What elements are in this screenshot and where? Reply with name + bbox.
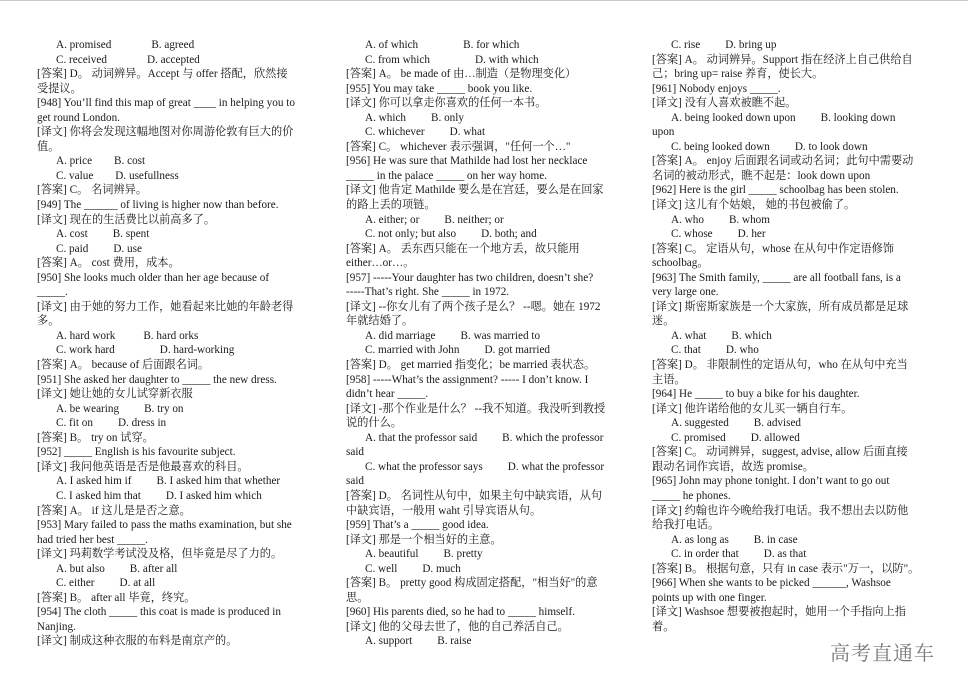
text-line: Nanjing. [37, 620, 76, 633]
option-row [37, 38, 322, 53]
option-choice: C. fit on [56, 417, 93, 430]
option-choice: B. I asked him that whether [156, 475, 281, 488]
option-row [37, 343, 322, 358]
option-row [346, 562, 631, 577]
text-line: upon [652, 126, 675, 139]
option-choice: C. received [56, 53, 107, 66]
text-line: [译文] 你将会发现这幅地图对你周游伦敦有巨大的价 [37, 126, 294, 139]
text-line: [答案] C。 动词辨异，suggest, advise, allow 后面直接 [652, 446, 908, 459]
text-line: [答案] D。 非限制性的定语从句，who 在从句中充当 [652, 359, 908, 372]
text-line: didn’t hear _____. [346, 388, 429, 401]
option-row [346, 213, 631, 228]
option-choice: D. allowed [750, 431, 800, 444]
text-line: 值。 [37, 140, 60, 153]
text-line: [答案] A。 cost 费用，成本。 [37, 257, 180, 270]
text-line: [958] -----What’s the assignment? ----- I don’t know. I [346, 373, 589, 386]
option-row [37, 416, 322, 431]
text-line: [译文] 斯密斯家族是一个大家族，所有成员都是足球 [652, 300, 909, 313]
text-line: _____ in the palace _____ on her way home. [346, 169, 548, 182]
text-line: [答案] A。 动词辨异。Support 指在经济上自己供给自 [652, 53, 913, 66]
text-line: [译文] 没有人喜欢被瞧不起。 [652, 97, 797, 110]
text-line: _____ he phones. [652, 489, 731, 502]
option-choice: A. support [365, 635, 413, 648]
option-row [37, 474, 322, 489]
text-line: 己；bring up= raise 养育，使长大。 [652, 68, 824, 81]
text-line: [译文] 你可以拿走你喜欢的任何一本书。 [346, 97, 547, 110]
text-line: [译文] 现在的生活费比以前高多了。 [37, 213, 216, 226]
option-choice: A. did marriage [365, 329, 436, 342]
option-choice: A. promised [56, 39, 112, 51]
text-line: points up with one finger. [652, 591, 767, 604]
option-choice: D. to look down [794, 140, 868, 153]
option-choice: B. advised [753, 417, 802, 430]
text-line: [964] He _____ to buy a bike for his daughter. [652, 388, 860, 401]
option-choice: A. hard work [56, 329, 116, 342]
text-line: [963] The Smith family, _____ are all football fans, is a [652, 271, 901, 284]
text-line: [951] She asked her daughter to _____ the new dress. [37, 373, 277, 386]
option-choice: D. at all [119, 577, 156, 590]
option-choice: B. agreed [151, 39, 195, 51]
text-line: [译文] 这儿有个姑娘， 她的书包被偷了。 [652, 199, 856, 212]
option-choice: D. usefullness [115, 169, 179, 182]
option-choice: C. rise [671, 39, 701, 51]
option-choice: C. work hard [56, 344, 115, 357]
option-choice: C. I asked him that [56, 489, 141, 502]
text-line: [953] Mary failed to pass the maths examination, but she [37, 519, 292, 532]
text-line: 跟动名词作宾语，故选 promise。 [652, 460, 814, 473]
option-choice: B. for which [463, 39, 520, 51]
option-row [346, 343, 631, 358]
text-line: [译文] 玛莉数学考试没及格，但毕竟是尽了力的。 [37, 548, 283, 561]
text-line: 说的什么。 [346, 417, 402, 430]
option-choice: A. as long as [671, 533, 729, 546]
text-line: -----That’s right. She _____ in 1972. [346, 286, 510, 299]
option-row [652, 111, 937, 126]
option-row [652, 547, 937, 562]
option-row [652, 38, 937, 53]
option-choice: B. looking down [820, 111, 896, 124]
option-choice: A. who [671, 213, 704, 226]
option-choice: C. paid [56, 242, 89, 255]
option-choice: A. which [365, 111, 407, 124]
option-choice: D. what [449, 126, 486, 139]
option-choice: B. spent [112, 228, 150, 241]
text-line: [译文] --你女儿有了两个孩子是么？ --嗯。她在 1972 [346, 300, 601, 313]
option-choice: C. well [365, 562, 398, 575]
option-choice: C. value [56, 169, 94, 182]
option-choice: B. hard orks [143, 329, 199, 342]
option-choice: C. what the professor says [365, 460, 483, 473]
option-choice: B. was married to [460, 329, 541, 342]
option-row [37, 242, 322, 257]
text-line: [译文] -那个作业是什么？ --我不知道。我没听到教授 [346, 402, 606, 415]
text-line: [答案] A。 be made of 由…制造（是物理变化） [346, 68, 577, 81]
option-row [652, 431, 937, 446]
text-line: very large one. [652, 286, 719, 299]
option-row [652, 227, 937, 242]
option-row [37, 169, 322, 184]
text-line: get round London. [37, 111, 120, 124]
text-line: [译文] 那是一个相当好的主意。 [346, 533, 502, 546]
option-row [37, 329, 322, 344]
option-choice: D. who [725, 344, 759, 357]
option-choice: C. in order that [671, 548, 739, 561]
text-line: 思。 [346, 591, 369, 604]
option-choice: D. use [113, 242, 142, 255]
option-row [37, 154, 322, 169]
text-line: [答案] D。 动词辨异。Accept 与 offer 搭配，欣然接 [37, 68, 288, 81]
text-line: [答案] A。 丢东西只能在一个地方丢，故只能用 [346, 242, 580, 255]
option-choice: D. with which [474, 53, 539, 66]
text-line: [965] John may phone tonight. I don’t want to go out [652, 475, 890, 488]
text-line: [961] Nobody enjoys _____. [652, 82, 781, 95]
option-choice: B. after all [129, 562, 178, 575]
option-choice: B. in case [753, 533, 798, 546]
option-choice: C. from which [365, 53, 430, 66]
option-row [652, 140, 937, 155]
text-line: 受提议。 [37, 82, 82, 95]
text-line: [答案] A。 because of 后面跟名词。 [37, 359, 210, 372]
option-row [37, 227, 322, 242]
option-choice: A. but also [56, 562, 105, 575]
option-choice: A. I asked him if [56, 475, 132, 488]
option-choice: B. try on [144, 402, 184, 415]
option-choice: D. got married [484, 344, 551, 357]
text-line: [949] The ______ of living is higher now than before. [37, 199, 279, 212]
option-row [37, 53, 322, 68]
text-line: [957] -----Your daughter has two children, doesn’t she? [346, 271, 594, 284]
option-choice: C. whichever [365, 126, 425, 139]
text-line: [译文] 她让她的女儿试穿新衣服 [37, 388, 193, 401]
text-line: [答案] A。 enjoy 后面跟名词或动名词；此句中需要动 [652, 155, 914, 168]
text-line: 名词的被动形式，瞧不起是：look down upon [652, 169, 871, 182]
option-row [652, 213, 937, 228]
text-line: [956] He was sure that Mathilde had lost her necklace [346, 155, 588, 168]
top-border [0, 0, 968, 1]
text-line: 中缺宾语，一般用 waht 引导宾语从句。 [346, 504, 542, 517]
column-middle [346, 38, 631, 649]
text-line: [译文] 他许诺给他的女儿买一辆自行车。 [652, 402, 853, 415]
option-choice: C. either [56, 577, 95, 590]
text-line: [966] When she wants to be picked ______, Washsoe [652, 577, 891, 590]
text-line: [答案] B。 pretty good 构成固定搭配，"相当好"的意 [346, 577, 598, 590]
text-line: [答案] A。 if 这儿是是否之意。 [37, 504, 191, 517]
text-line: [954] The cloth _____ this coat is made is produced in [37, 606, 282, 619]
text-line: 多。 [37, 315, 60, 328]
option-choice: C. promised [671, 431, 726, 444]
text-line: [959] That’s a _____ good idea. [346, 519, 489, 532]
option-row [346, 125, 631, 140]
option-choice: D. both; and [481, 228, 537, 241]
text-line: 给我打电话。 [652, 519, 720, 532]
option-choice: A. that the professor said [365, 431, 478, 444]
text-line: [译文] 约翰也许今晚给我打电话。我不想出去以防他 [652, 504, 909, 517]
option-choice: C. whose [671, 228, 713, 241]
option-choice: D. bring up [725, 39, 777, 51]
option-choice: C. that [671, 344, 701, 357]
column-right [652, 38, 937, 634]
option-row [346, 111, 631, 126]
text-line: [答案] D。 get married 指变化；be married 表状态。 [346, 359, 596, 372]
text-line: said [346, 446, 365, 459]
option-choice: B. only [431, 111, 464, 124]
option-choice: B. cost [114, 155, 146, 168]
option-choice: A. cost [56, 228, 88, 241]
option-choice: B. which the professor [502, 431, 604, 444]
column-left [37, 38, 322, 649]
text-line: 主语。 [652, 373, 686, 386]
option-choice: D. her [737, 228, 766, 241]
text-line: [952] _____ English is his favourite subject. [37, 446, 236, 459]
option-row [652, 343, 937, 358]
option-choice: A. be wearing [56, 402, 120, 415]
option-choice: D. dress in [117, 417, 167, 430]
option-choice: D. hard-working [159, 344, 235, 357]
option-row [652, 416, 937, 431]
option-choice: B. whom [728, 213, 770, 226]
text-line: [答案] C。 定语从句，whose 在从句中作定语修饰 [652, 242, 895, 255]
option-choice: D. what the professor [507, 460, 605, 473]
option-row [346, 38, 631, 53]
option-row [346, 329, 631, 344]
option-row [37, 576, 322, 591]
text-line: [答案] D。 名词性从句中，如果主句中缺宾语，从句 [346, 489, 603, 502]
text-line: [955] You may take _____ book you like. [346, 82, 533, 95]
option-choice: D. accepted [146, 53, 200, 66]
text-line: 年就结婚了。 [346, 315, 414, 328]
text-line: [译文] 他的父母去世了，他的自己养活自己。 [346, 620, 569, 633]
option-choice: C. not only; but also [365, 228, 457, 241]
text-line: [962] Here is the girl _____ schoolbag has been stolen. [652, 184, 899, 197]
text-line: schoolbag。 [652, 257, 709, 270]
option-choice: D. much [422, 562, 461, 575]
text-line: [948] You’ll find this map of great ____ in helping you to [37, 97, 295, 110]
option-row [37, 402, 322, 417]
option-row [37, 489, 322, 504]
text-line: [译文] 由于她的努力工作，她看起来比她的年龄老得 [37, 300, 294, 313]
option-choice: A. of which [365, 39, 419, 51]
text-line: [答案] B。 根据句意，只有 in case 表示"万一，以防"。 [652, 562, 920, 575]
text-line: [答案] B。 after all 毕竟，终究。 [37, 591, 196, 604]
text-line: [译文] 我问他英语是否是他最喜欢的科目。 [37, 460, 249, 473]
text-line: [译文] 制成这种衣服的布料是南京产的。 [37, 635, 238, 648]
text-line: had tried her best _____. [37, 533, 148, 546]
option-choice: A. being looked down upon [671, 111, 796, 124]
option-choice: B. neither; or [444, 213, 504, 226]
option-choice: A. what [671, 329, 707, 342]
text-line: [答案] C。 名词辨异。 [37, 184, 148, 197]
option-choice: A. price [56, 155, 93, 168]
option-choice: B. raise [437, 635, 472, 648]
option-row [346, 634, 631, 649]
option-choice: D. as that [763, 548, 807, 561]
text-line: [答案] B。 try on 试穿。 [37, 431, 154, 444]
text-line: 迷。 [652, 315, 675, 328]
option-row [652, 329, 937, 344]
option-choice: D. I asked him which [165, 489, 262, 502]
option-choice: B. pretty [443, 548, 483, 561]
option-choice: C. being looked down [671, 140, 770, 153]
option-row [346, 547, 631, 562]
text-line: _____. [37, 286, 68, 299]
text-line: [译文] 他肯定 Mathilde 要么是在宫廷，要么是在回家 [346, 184, 604, 197]
text-line: [答案] C。 whichever 表示强调，"任何一个…" [346, 140, 571, 153]
text-line: [译文] Washsoe 想要被抱起时，她用一个手指向上指 [652, 606, 906, 619]
text-line: 的路上丢的项链。 [346, 199, 436, 212]
option-choice: C. married with John [365, 344, 460, 357]
text-line: either…or…。 [346, 257, 415, 270]
option-choice: A. suggested [671, 417, 729, 430]
watermark: 高考直通车 [830, 641, 935, 665]
option-row [346, 227, 631, 242]
option-choice: A. beautiful [365, 548, 419, 561]
option-choice: B. which [731, 329, 772, 342]
option-choice: A. either; or [365, 213, 420, 226]
text-line: [960] His parents died, so he had to _____ himself. [346, 606, 575, 619]
option-row [346, 53, 631, 68]
text-line: 着。 [652, 620, 675, 633]
option-row [346, 431, 631, 446]
text-line: said [346, 475, 365, 488]
option-row [652, 533, 937, 548]
option-row [346, 460, 631, 475]
text-line: [950] She looks much older than her age because of [37, 271, 270, 284]
option-row [37, 562, 322, 577]
